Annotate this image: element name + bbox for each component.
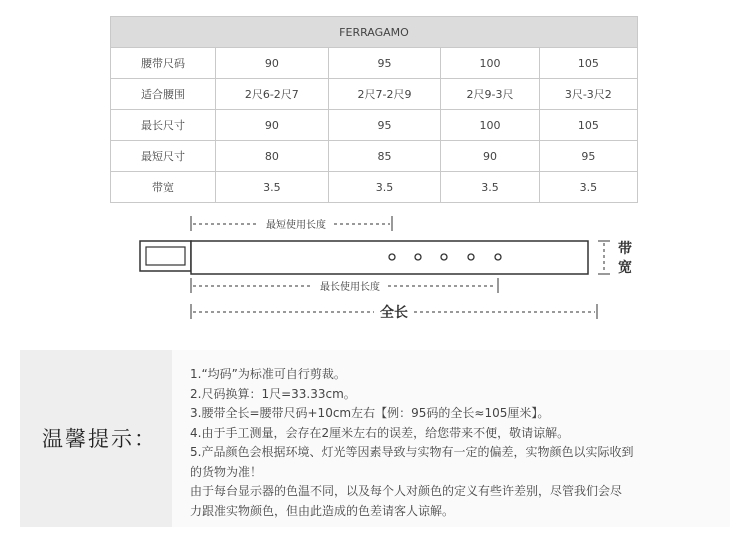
belt-hole — [389, 254, 395, 260]
table-cell: 3尺-3尺2 — [539, 79, 637, 110]
row-label: 最长尺寸 — [111, 110, 216, 141]
table-cell: 95 — [328, 110, 441, 141]
table-cell: 90 — [216, 48, 329, 79]
belt-diagram — [0, 205, 750, 330]
table-row — [111, 110, 638, 141]
table-cell: 95 — [539, 141, 637, 172]
tip-item: 由于每台显示器的色温不同，以及每个人对颜色的定义有些许差别，尽管我们会尽 — [190, 484, 623, 498]
tip-item: 3.腰带全长=腰带尺码+10cm左右【例：95码的全长≈105厘米】。 — [190, 406, 550, 420]
size-table — [110, 16, 638, 203]
tip-item: 4.由于手工测量，会存在2厘米左右的误差，给您带来不便，敬请谅解。 — [190, 425, 570, 440]
buckle-icon — [140, 241, 191, 271]
belt-hole — [495, 254, 501, 260]
tip-item: 1.“均码”为标准可自行剪裁。 — [190, 367, 346, 381]
tip-item: 2.尺码换算：1尺=33.33cm。 — [190, 386, 356, 401]
total-length-label: 全长 — [380, 305, 408, 321]
table-cell: 95 — [328, 48, 441, 79]
table-cell: 90 — [216, 110, 329, 141]
belt-hole — [441, 254, 447, 260]
shortest-length-measure — [191, 216, 392, 231]
belt-hole — [468, 254, 474, 260]
table-cell: 80 — [216, 141, 329, 172]
belt-hole — [415, 254, 421, 260]
table-cell: 3.5 — [216, 172, 329, 203]
brand-name: FERRAGAMO — [111, 17, 638, 48]
tip-item: 5.产品颜色会根据环境、灯光等因素导致与实物有一定的偏差，实物颜色以实际收到 — [190, 445, 634, 459]
table-row — [111, 79, 638, 110]
total-length-measure — [191, 304, 597, 321]
brand-row — [111, 17, 638, 48]
row-label: 最短尺寸 — [111, 141, 216, 172]
longest-length-label: 最长使用长度 — [320, 282, 380, 293]
shortest-length-label: 最短使用长度 — [266, 220, 326, 231]
width-measure — [598, 240, 632, 276]
table-row — [111, 141, 638, 172]
row-label: 适合腰围 — [111, 79, 216, 110]
tips-panel — [20, 350, 730, 527]
tip-item: 的货物为准！ — [190, 464, 263, 479]
table-cell: 2尺6-2尺7 — [216, 79, 329, 110]
table-cell: 85 — [328, 141, 441, 172]
table-cell: 3.5 — [441, 172, 539, 203]
tips-body — [172, 350, 730, 527]
width-label: 宽 — [618, 260, 632, 276]
table-cell: 100 — [441, 110, 539, 141]
row-label: 带宽 — [111, 172, 216, 203]
table-cell: 3.5 — [328, 172, 441, 203]
width-label: 带 — [618, 241, 632, 257]
table-cell: 90 — [441, 141, 539, 172]
tips-list — [190, 365, 725, 521]
table-row — [111, 172, 638, 203]
table-cell: 105 — [539, 48, 637, 79]
table-cell: 105 — [539, 110, 637, 141]
belt-strap — [191, 241, 588, 274]
table-cell: 3.5 — [539, 172, 637, 203]
table-cell: 2尺9-3尺 — [441, 79, 539, 110]
table-row — [111, 48, 638, 79]
table-cell: 2尺7-2尺9 — [328, 79, 441, 110]
tip-item: 力跟准实物颜色，但由此造成的色差请客人谅解。 — [190, 503, 455, 518]
longest-length-measure — [191, 278, 498, 293]
row-label: 腰带尺码 — [111, 48, 216, 79]
table-cell: 100 — [441, 48, 539, 79]
tips-title: 温馨提示： — [42, 427, 157, 451]
